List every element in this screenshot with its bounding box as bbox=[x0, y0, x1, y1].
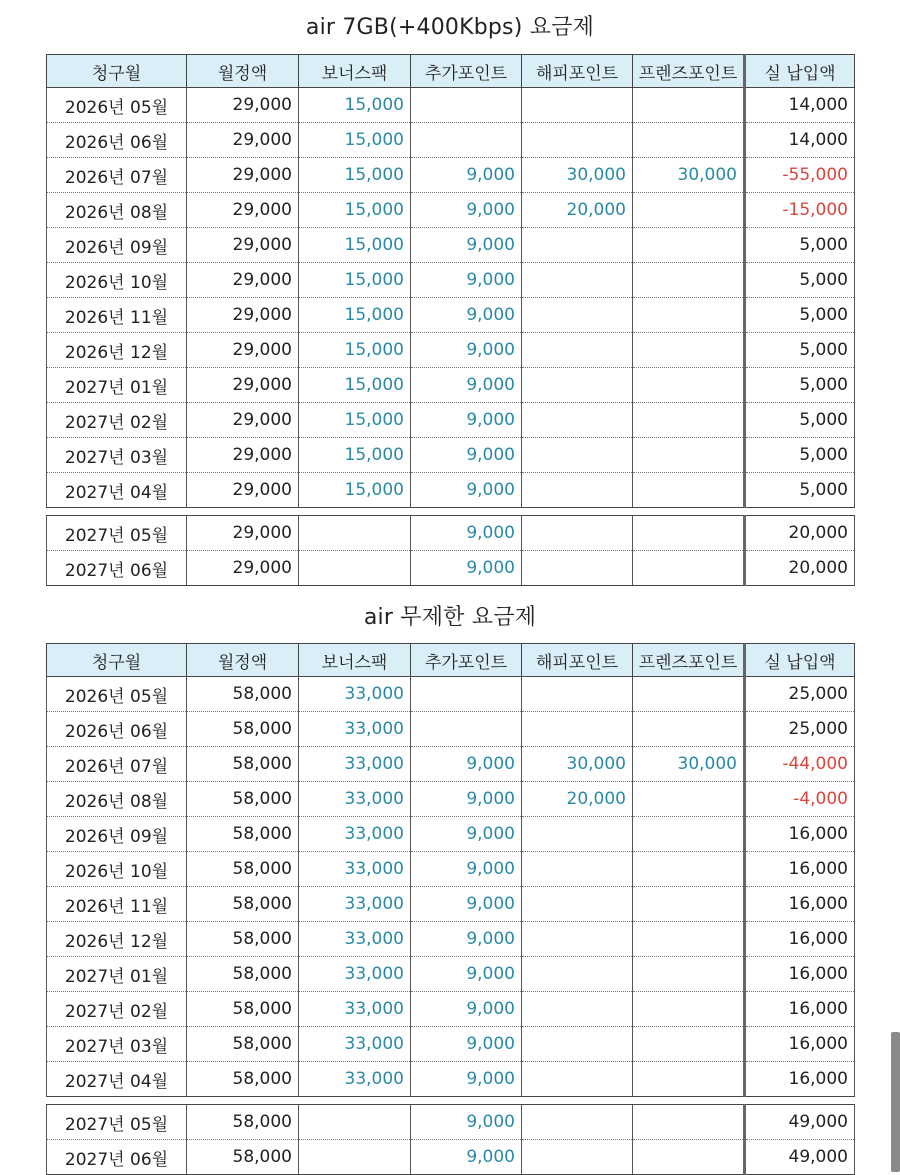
friends-point-cell bbox=[633, 298, 745, 333]
monthly-fee-cell: 58,000 bbox=[187, 677, 299, 712]
billing-month-cell: 2026년 06월 bbox=[47, 712, 187, 747]
happy-point-cell bbox=[522, 123, 633, 158]
happy-point-cell bbox=[522, 551, 633, 586]
net-payment-cell: 5,000 bbox=[745, 263, 855, 298]
bonus-pack-cell: 33,000 bbox=[299, 922, 411, 957]
friends-point-cell bbox=[633, 887, 745, 922]
bonus-pack-cell: 33,000 bbox=[299, 782, 411, 817]
billing-month-cell: 2027년 06월 bbox=[47, 551, 187, 586]
plan-title: air 무제한 요금제 bbox=[363, 605, 537, 630]
extra-point-cell: 9,000 bbox=[411, 263, 522, 298]
happy-point-cell bbox=[522, 88, 633, 123]
happy-point-cell bbox=[522, 333, 633, 368]
monthly-fee-cell: 58,000 bbox=[187, 1062, 299, 1097]
friends-point-cell bbox=[633, 712, 745, 747]
billing-month-cell: 2026년 11월 bbox=[47, 887, 187, 922]
billing-month-cell: 2026년 08월 bbox=[47, 782, 187, 817]
happy-point-cell bbox=[522, 992, 633, 1027]
section-gap bbox=[47, 508, 855, 516]
happy-point-cell bbox=[522, 1062, 633, 1097]
net-payment-cell: 16,000 bbox=[745, 922, 855, 957]
table-row bbox=[47, 88, 855, 123]
bonus-pack-cell: 33,000 bbox=[299, 887, 411, 922]
friends-point-cell bbox=[633, 228, 745, 263]
billing-month-cell: 2026년 10월 bbox=[47, 263, 187, 298]
bonus-pack-cell: 33,000 bbox=[299, 992, 411, 1027]
net-payment-cell: 16,000 bbox=[745, 1027, 855, 1062]
friends-point-cell bbox=[633, 922, 745, 957]
friends-point-cell bbox=[633, 368, 745, 403]
net-payment-cell: 5,000 bbox=[745, 473, 855, 508]
billing-month-cell: 2027년 02월 bbox=[47, 403, 187, 438]
happy-point-cell bbox=[522, 263, 633, 298]
net-payment-cell: -15,000 bbox=[745, 193, 855, 228]
monthly-fee-cell: 29,000 bbox=[187, 473, 299, 508]
table-row bbox=[47, 677, 855, 712]
net-payment-cell: 16,000 bbox=[745, 992, 855, 1027]
plan-title: air 7GB(+400Kbps) 요금제 bbox=[305, 15, 595, 40]
bonus-pack-cell: 15,000 bbox=[299, 298, 411, 333]
table-row bbox=[47, 712, 855, 747]
header-extra-point: 추가포인트 bbox=[411, 644, 522, 677]
table-row bbox=[47, 551, 855, 586]
bonus-pack-cell: 15,000 bbox=[299, 473, 411, 508]
header-row bbox=[47, 55, 855, 88]
friends-point-cell bbox=[633, 551, 745, 586]
billing-month-cell: 2026년 12월 bbox=[47, 922, 187, 957]
extra-point-cell: 9,000 bbox=[411, 333, 522, 368]
net-payment-cell: 14,000 bbox=[745, 88, 855, 123]
extra-point-cell bbox=[411, 88, 522, 123]
monthly-fee-cell: 58,000 bbox=[187, 992, 299, 1027]
section-gap bbox=[47, 1097, 855, 1105]
monthly-fee-cell: 29,000 bbox=[187, 438, 299, 473]
friends-point-cell bbox=[633, 782, 745, 817]
table-row bbox=[47, 298, 855, 333]
net-payment-cell: 5,000 bbox=[745, 298, 855, 333]
bonus-pack-cell bbox=[299, 1140, 411, 1175]
header-billing-month: 청구월 bbox=[47, 644, 187, 677]
bonus-pack-cell: 15,000 bbox=[299, 88, 411, 123]
friends-point-cell bbox=[633, 852, 745, 887]
bonus-pack-cell: 33,000 bbox=[299, 1062, 411, 1097]
friends-point-cell bbox=[633, 957, 745, 992]
extra-point-cell bbox=[411, 712, 522, 747]
net-payment-cell: 49,000 bbox=[745, 1105, 855, 1140]
friends-point-cell bbox=[633, 1105, 745, 1140]
table-row bbox=[47, 782, 855, 817]
net-payment-cell: 14,000 bbox=[745, 123, 855, 158]
bonus-pack-cell: 15,000 bbox=[299, 263, 411, 298]
billing-month-cell: 2026년 12월 bbox=[47, 333, 187, 368]
bonus-pack-cell: 15,000 bbox=[299, 333, 411, 368]
header-billing-month: 청구월 bbox=[47, 55, 187, 88]
net-payment-cell: 25,000 bbox=[745, 677, 855, 712]
net-payment-cell: 16,000 bbox=[745, 957, 855, 992]
friends-point-cell bbox=[633, 817, 745, 852]
extra-point-cell: 9,000 bbox=[411, 992, 522, 1027]
happy-point-cell bbox=[522, 228, 633, 263]
table-row bbox=[47, 992, 855, 1027]
monthly-fee-cell: 29,000 bbox=[187, 333, 299, 368]
extra-point-cell: 9,000 bbox=[411, 887, 522, 922]
billing-month-cell: 2026년 08월 bbox=[47, 193, 187, 228]
net-payment-cell: 5,000 bbox=[745, 403, 855, 438]
monthly-fee-cell: 29,000 bbox=[187, 88, 299, 123]
monthly-fee-cell: 58,000 bbox=[187, 852, 299, 887]
extra-point-cell: 9,000 bbox=[411, 1105, 522, 1140]
table-row bbox=[47, 438, 855, 473]
bonus-pack-cell: 33,000 bbox=[299, 712, 411, 747]
happy-point-cell bbox=[522, 1027, 633, 1062]
net-payment-cell: -44,000 bbox=[745, 747, 855, 782]
happy-point-cell bbox=[522, 852, 633, 887]
header-net-payment: 실 납입액 bbox=[745, 55, 855, 88]
net-payment-cell: 16,000 bbox=[745, 1062, 855, 1097]
friends-point-cell bbox=[633, 263, 745, 298]
billing-month-cell: 2026년 06월 bbox=[47, 123, 187, 158]
table-row bbox=[47, 957, 855, 992]
table-row bbox=[47, 403, 855, 438]
happy-point-cell: 30,000 bbox=[522, 158, 633, 193]
net-payment-cell: 20,000 bbox=[745, 551, 855, 586]
extra-point-cell: 9,000 bbox=[411, 158, 522, 193]
table-row bbox=[47, 333, 855, 368]
monthly-fee-cell: 58,000 bbox=[187, 1027, 299, 1062]
happy-point-cell bbox=[522, 516, 633, 551]
happy-point-cell bbox=[522, 677, 633, 712]
friends-point-cell: 30,000 bbox=[633, 158, 745, 193]
scrollbar[interactable] bbox=[891, 1032, 900, 1172]
table-row bbox=[47, 922, 855, 957]
bonus-pack-cell: 15,000 bbox=[299, 228, 411, 263]
billing-month-cell: 2026년 05월 bbox=[47, 677, 187, 712]
table-row bbox=[47, 887, 855, 922]
monthly-fee-cell: 29,000 bbox=[187, 298, 299, 333]
extra-point-cell: 9,000 bbox=[411, 957, 522, 992]
extra-point-cell: 9,000 bbox=[411, 228, 522, 263]
table-row bbox=[47, 1105, 855, 1140]
extra-point-cell: 9,000 bbox=[411, 817, 522, 852]
monthly-fee-cell: 29,000 bbox=[187, 193, 299, 228]
billing-month-cell: 2027년 02월 bbox=[47, 992, 187, 1027]
header-bonus-pack: 보너스팩 bbox=[299, 55, 411, 88]
header-happy-point: 해피포인트 bbox=[522, 644, 633, 677]
friends-point-cell bbox=[633, 516, 745, 551]
billing-month-cell: 2026년 10월 bbox=[47, 852, 187, 887]
monthly-fee-cell: 58,000 bbox=[187, 887, 299, 922]
monthly-fee-cell: 58,000 bbox=[187, 957, 299, 992]
bonus-pack-cell: 15,000 bbox=[299, 438, 411, 473]
net-payment-cell: 5,000 bbox=[745, 438, 855, 473]
table-row bbox=[47, 1027, 855, 1062]
extra-point-cell: 9,000 bbox=[411, 438, 522, 473]
extra-point-cell: 9,000 bbox=[411, 473, 522, 508]
net-payment-cell: 5,000 bbox=[745, 368, 855, 403]
extra-point-cell bbox=[411, 677, 522, 712]
billing-month-cell: 2026년 09월 bbox=[47, 228, 187, 263]
extra-point-cell: 9,000 bbox=[411, 747, 522, 782]
table-row bbox=[47, 516, 855, 551]
net-payment-cell: 16,000 bbox=[745, 817, 855, 852]
extra-point-cell: 9,000 bbox=[411, 368, 522, 403]
net-payment-cell: -55,000 bbox=[745, 158, 855, 193]
bonus-pack-cell bbox=[299, 551, 411, 586]
happy-point-cell bbox=[522, 298, 633, 333]
billing-month-cell: 2027년 04월 bbox=[47, 1062, 187, 1097]
billing-month-cell: 2027년 05월 bbox=[47, 1105, 187, 1140]
bonus-pack-cell: 33,000 bbox=[299, 1027, 411, 1062]
bonus-pack-cell: 15,000 bbox=[299, 158, 411, 193]
table-row bbox=[47, 158, 855, 193]
friends-point-cell: 30,000 bbox=[633, 747, 745, 782]
table-row bbox=[47, 123, 855, 158]
happy-point-cell bbox=[522, 438, 633, 473]
extra-point-cell: 9,000 bbox=[411, 403, 522, 438]
billing-month-cell: 2027년 01월 bbox=[47, 957, 187, 992]
monthly-fee-cell: 29,000 bbox=[187, 368, 299, 403]
table-row bbox=[47, 368, 855, 403]
section-gap-cell bbox=[47, 1097, 855, 1105]
happy-point-cell bbox=[522, 887, 633, 922]
header-friends-point: 프렌즈포인트 bbox=[633, 55, 745, 88]
friends-point-cell bbox=[633, 992, 745, 1027]
monthly-fee-cell: 29,000 bbox=[187, 263, 299, 298]
friends-point-cell bbox=[633, 1062, 745, 1097]
net-payment-cell: 16,000 bbox=[745, 887, 855, 922]
extra-point-cell: 9,000 bbox=[411, 782, 522, 817]
net-payment-cell: 16,000 bbox=[745, 852, 855, 887]
happy-point-cell bbox=[522, 957, 633, 992]
billing-month-cell: 2026년 11월 bbox=[47, 298, 187, 333]
billing-month-cell: 2027년 03월 bbox=[47, 438, 187, 473]
bonus-pack-cell: 33,000 bbox=[299, 817, 411, 852]
billing-month-cell: 2027년 01월 bbox=[47, 368, 187, 403]
header-net-payment: 실 납입액 bbox=[745, 644, 855, 677]
happy-point-cell bbox=[522, 473, 633, 508]
friends-point-cell bbox=[633, 193, 745, 228]
table-row bbox=[47, 1140, 855, 1175]
header-row bbox=[47, 644, 855, 677]
billing-month-cell: 2026년 07월 bbox=[47, 158, 187, 193]
happy-point-cell bbox=[522, 922, 633, 957]
bonus-pack-cell: 33,000 bbox=[299, 957, 411, 992]
monthly-fee-cell: 29,000 bbox=[187, 123, 299, 158]
bonus-pack-cell: 15,000 bbox=[299, 193, 411, 228]
header-monthly-fee: 월정액 bbox=[187, 55, 299, 88]
bonus-pack-cell bbox=[299, 516, 411, 551]
section-gap-cell bbox=[47, 508, 855, 516]
net-payment-cell: -4,000 bbox=[745, 782, 855, 817]
extra-point-cell: 9,000 bbox=[411, 922, 522, 957]
plan-table bbox=[46, 643, 855, 1175]
net-payment-cell: 20,000 bbox=[745, 516, 855, 551]
extra-point-cell: 9,000 bbox=[411, 551, 522, 586]
table-row bbox=[47, 193, 855, 228]
bonus-pack-cell: 15,000 bbox=[299, 368, 411, 403]
bonus-pack-cell bbox=[299, 1105, 411, 1140]
friends-point-cell bbox=[633, 123, 745, 158]
friends-point-cell bbox=[633, 88, 745, 123]
header-monthly-fee: 월정액 bbox=[187, 644, 299, 677]
plan-table bbox=[46, 54, 855, 586]
extra-point-cell: 9,000 bbox=[411, 193, 522, 228]
monthly-fee-cell: 58,000 bbox=[187, 922, 299, 957]
extra-point-cell bbox=[411, 123, 522, 158]
friends-point-cell bbox=[633, 677, 745, 712]
extra-point-cell: 9,000 bbox=[411, 852, 522, 887]
monthly-fee-cell: 29,000 bbox=[187, 403, 299, 438]
billing-month-cell: 2027년 05월 bbox=[47, 516, 187, 551]
friends-point-cell bbox=[633, 333, 745, 368]
monthly-fee-cell: 58,000 bbox=[187, 782, 299, 817]
bonus-pack-cell: 15,000 bbox=[299, 403, 411, 438]
billing-month-cell: 2027년 06월 bbox=[47, 1140, 187, 1175]
table-row bbox=[47, 747, 855, 782]
friends-point-cell bbox=[633, 473, 745, 508]
table-row bbox=[47, 1062, 855, 1097]
table-row bbox=[47, 852, 855, 887]
happy-point-cell: 20,000 bbox=[522, 782, 633, 817]
extra-point-cell: 9,000 bbox=[411, 1027, 522, 1062]
header-bonus-pack: 보너스팩 bbox=[299, 644, 411, 677]
happy-point-cell bbox=[522, 817, 633, 852]
net-payment-cell: 5,000 bbox=[745, 333, 855, 368]
monthly-fee-cell: 29,000 bbox=[187, 228, 299, 263]
extra-point-cell: 9,000 bbox=[411, 1062, 522, 1097]
happy-point-cell bbox=[522, 712, 633, 747]
table-row bbox=[47, 228, 855, 263]
happy-point-cell bbox=[522, 368, 633, 403]
header-extra-point: 추가포인트 bbox=[411, 55, 522, 88]
friends-point-cell bbox=[633, 1027, 745, 1062]
friends-point-cell bbox=[633, 403, 745, 438]
billing-month-cell: 2027년 03월 bbox=[47, 1027, 187, 1062]
extra-point-cell: 9,000 bbox=[411, 298, 522, 333]
billing-month-cell: 2027년 04월 bbox=[47, 473, 187, 508]
extra-point-cell: 9,000 bbox=[411, 1140, 522, 1175]
bonus-pack-cell: 33,000 bbox=[299, 677, 411, 712]
monthly-fee-cell: 29,000 bbox=[187, 158, 299, 193]
header-happy-point: 해피포인트 bbox=[522, 55, 633, 88]
happy-point-cell: 20,000 bbox=[522, 193, 633, 228]
monthly-fee-cell: 29,000 bbox=[187, 516, 299, 551]
net-payment-cell: 5,000 bbox=[745, 228, 855, 263]
happy-point-cell bbox=[522, 1105, 633, 1140]
monthly-fee-cell: 58,000 bbox=[187, 1140, 299, 1175]
monthly-fee-cell: 58,000 bbox=[187, 817, 299, 852]
monthly-fee-cell: 58,000 bbox=[187, 712, 299, 747]
net-payment-cell: 49,000 bbox=[745, 1140, 855, 1175]
billing-month-cell: 2026년 09월 bbox=[47, 817, 187, 852]
bonus-pack-cell: 15,000 bbox=[299, 123, 411, 158]
friends-point-cell bbox=[633, 1140, 745, 1175]
happy-point-cell bbox=[522, 1140, 633, 1175]
table-row bbox=[47, 263, 855, 298]
bonus-pack-cell: 33,000 bbox=[299, 852, 411, 887]
extra-point-cell: 9,000 bbox=[411, 516, 522, 551]
table-row bbox=[47, 473, 855, 508]
net-payment-cell: 25,000 bbox=[745, 712, 855, 747]
friends-point-cell bbox=[633, 438, 745, 473]
header-friends-point: 프렌즈포인트 bbox=[633, 644, 745, 677]
bonus-pack-cell: 33,000 bbox=[299, 747, 411, 782]
monthly-fee-cell: 29,000 bbox=[187, 551, 299, 586]
billing-month-cell: 2026년 07월 bbox=[47, 747, 187, 782]
monthly-fee-cell: 58,000 bbox=[187, 1105, 299, 1140]
monthly-fee-cell: 58,000 bbox=[187, 747, 299, 782]
happy-point-cell bbox=[522, 403, 633, 438]
table-row bbox=[47, 817, 855, 852]
billing-month-cell: 2026년 05월 bbox=[47, 88, 187, 123]
happy-point-cell: 30,000 bbox=[522, 747, 633, 782]
